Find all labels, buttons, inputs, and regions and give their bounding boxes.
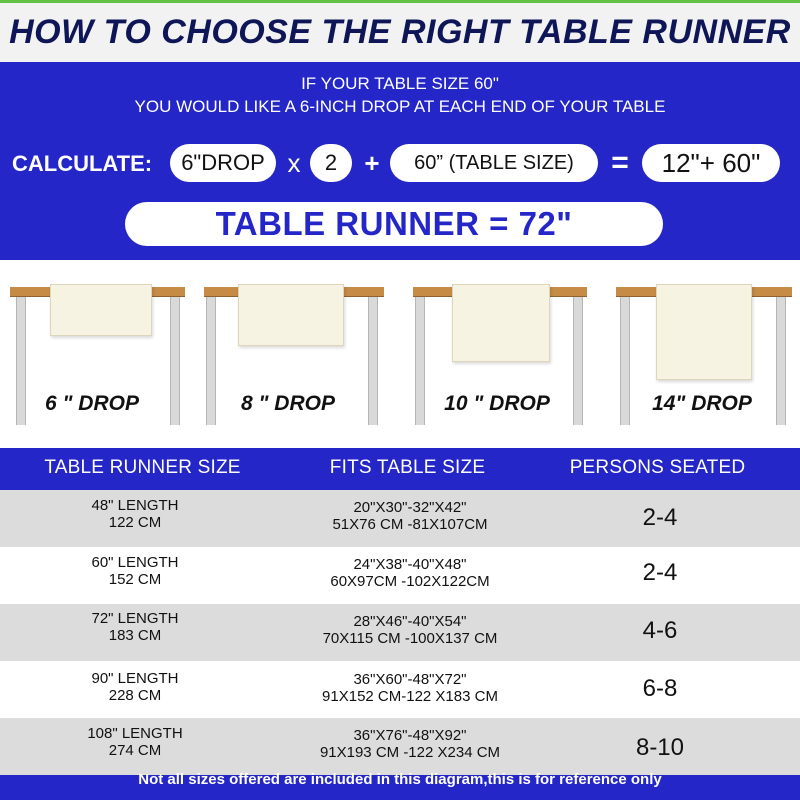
persons-cell: 2-4 (642, 559, 678, 586)
table-row (0, 661, 800, 718)
fits-size-cell (280, 671, 540, 705)
table-row (0, 490, 800, 547)
drop-label: 14" DROP (652, 392, 752, 415)
runner-cm: 274 CM (108, 742, 162, 759)
runner-cloth (656, 284, 752, 380)
drop-label: 8 " DROP (241, 392, 335, 415)
table-illustration-14 (610, 260, 800, 448)
table-header (0, 448, 800, 490)
runner-size-cell (20, 554, 250, 588)
runner-length: 108" LENGTH (87, 725, 183, 742)
calculation-row (0, 144, 800, 184)
runner-size-cell (20, 670, 250, 704)
runner-cloth (452, 284, 550, 362)
page-title: HOW TO CHOOSE THE RIGHT TABLE RUNNER (9, 13, 791, 51)
intro-line-2: YOU WOULD LIKE A 6-INCH DROP AT EACH END OF YOUR TABLE (134, 97, 666, 116)
drop-label: 10 " DROP (444, 392, 550, 415)
fits-cm: 91X193 CM -122 X234 CM (319, 744, 501, 761)
table-illustration-10 (405, 260, 600, 448)
calculation-panel (0, 62, 800, 260)
fits-size-cell (280, 499, 540, 533)
fits-cm: 60X97CM -102X122CM (330, 573, 490, 590)
calculate-label: CALCULATE: (12, 151, 153, 176)
persons-cell: 8-10 (635, 734, 685, 761)
fits-size-cell (280, 727, 540, 761)
runner-cloth (50, 284, 152, 336)
header-fits-table-size: FITS TABLE SIZE (329, 457, 486, 478)
table-row (0, 547, 800, 604)
header-persons-seated: PERSONS SEATED (569, 457, 746, 478)
runner-length: 90" LENGTH (91, 670, 179, 687)
fits-size-cell (280, 556, 540, 590)
size-table (0, 448, 800, 800)
drop-pill: 6"DROP (170, 144, 276, 182)
table-row (0, 718, 800, 775)
plus-operator: + (364, 148, 380, 178)
table-illustration-6 (0, 260, 200, 448)
fits-inches: 36"X76"-48"X92" (353, 727, 467, 744)
table-runner-result: TABLE RUNNER = 72" (125, 202, 663, 246)
runner-length: 60" LENGTH (91, 554, 179, 571)
runner-cm: 152 CM (108, 571, 162, 588)
table-row (0, 604, 800, 661)
fits-cm: 91X152 CM-122 X183 CM (322, 688, 498, 705)
runner-cm: 183 CM (108, 627, 162, 644)
intro-line-1: IF YOUR TABLE SIZE 60" (301, 74, 499, 93)
header-runner-size: TABLE RUNNER SIZE (44, 457, 241, 478)
result-expression-pill: 12"+ 60" (642, 144, 780, 182)
persons-cell: 6-8 (642, 675, 678, 702)
table-illustration-8 (200, 260, 400, 448)
fits-inches: 36"X60"-48"X72" (353, 671, 467, 688)
runner-size-cell (20, 610, 250, 644)
fits-size-cell (280, 613, 540, 647)
table-size-pill: 60” (TABLE SIZE) (390, 144, 598, 182)
runner-length: 48" LENGTH (91, 497, 179, 514)
fits-inches: 24"X38"-40"X48" (353, 556, 467, 573)
runner-cm: 122 CM (108, 514, 162, 531)
times-operator: x (287, 148, 301, 178)
multiplier-pill: 2 (310, 144, 352, 182)
persons-cell: 2-4 (642, 504, 678, 531)
fits-cm: 70X115 CM -100X137 CM (322, 630, 498, 647)
runner-size-cell (20, 497, 250, 531)
reference-note: Not all sizes offered are included in this diagram,this is for reference only (138, 771, 662, 788)
runner-size-cell (20, 725, 250, 759)
runner-length: 72" LENGTH (91, 610, 179, 627)
runner-cm: 228 CM (108, 687, 162, 704)
title-bar (0, 0, 800, 62)
drop-illustrations (0, 260, 800, 448)
fits-cm: 51X76 CM -81X107CM (332, 516, 488, 533)
drop-label: 6 " DROP (45, 392, 139, 415)
fits-inches: 20"X30"-32"X42" (353, 499, 467, 516)
runner-cloth (238, 284, 344, 346)
fits-inches: 28"X46"-40"X54" (353, 613, 467, 630)
persons-cell: 4-6 (642, 617, 678, 644)
equals-operator: = (611, 146, 629, 179)
